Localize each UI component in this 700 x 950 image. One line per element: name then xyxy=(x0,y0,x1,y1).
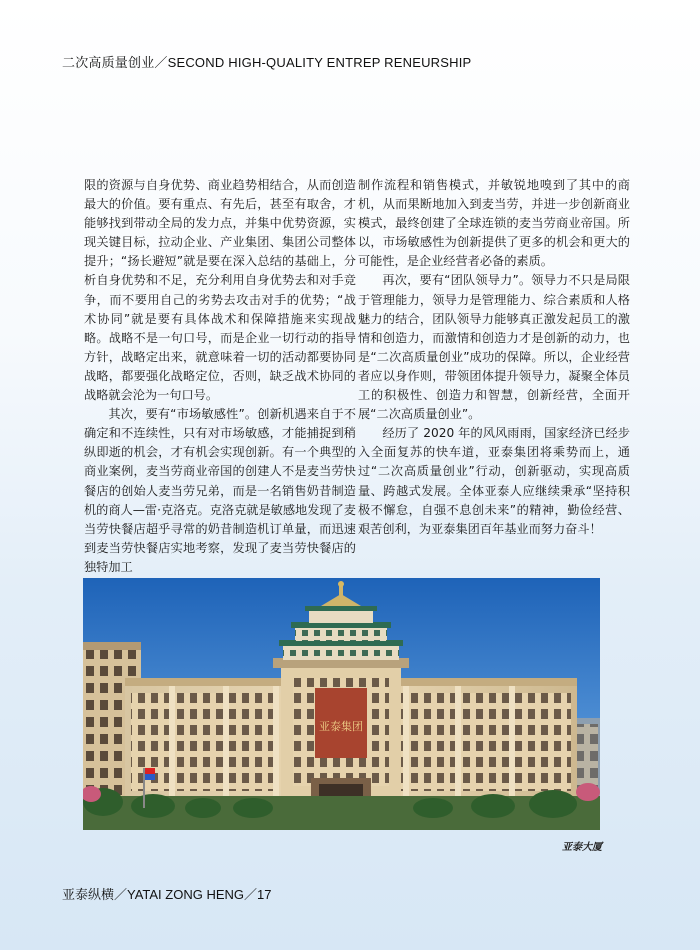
photo-caption: 亚泰大厦 xyxy=(562,842,602,853)
page-header: 二次高质量创业／SECOND HIGH-QUALITY ENTREP RENEURSHIP xyxy=(62,55,472,70)
paragraph: 制作流程和销售模式，并敏锐地嗅到了其中的商机，从而果断地加入到麦当劳，并进一步创新商业模式，最终创建了全球连锁的麦当劳商业帝国。所以，市场敏感性为创新提供了更多的机会和更大的可能性，是企业经营者必备的素质。 xyxy=(358,178,630,269)
page-footer: 亚泰纵横／YATAI ZONG HENG／17 xyxy=(62,887,272,902)
paragraph: 经历了 2020 年的风风雨雨，国家经济已经步入全面复苏的快车道，亚泰集团将乘势而上，通过“二次高质量创业”行动，创新驱动，实现高质量、跨越式发展。全体亚泰人应继续秉承“坚持积极不懈怠，自强不息创未来”的精神，勤俭经营、艰苦创利，为亚泰集团百年基业而努力奋斗！ xyxy=(358,426,630,536)
paragraph: 再次，要有“团队领导力”。领导力不只是局限于管理能力，领导力是管理能力、综合素质和人格魅力的结合，团队领导力能够真正激发起员工的激情和创造力，而激情和创造力才是创新的动力，也是“二次高质量创业”成功的保障。所以，企业经营者应以身作则，带领团体提升领导力，凝聚全体员工的积极性、创造力和智慧，创新经营，全面开展“二次高质量创业”。 xyxy=(358,273,630,422)
paragraph: 限的资源与自身优势、商业趋势相结合，从而创造最大的价值。要有重点、有先后，甚至有取舍，才能够找到带动全局的发力点，并集中优势资源，实现关键目标，拉动企业、产业集团、集团公司整体提升；“扬长避短”就是要在深入总结的基础上，分析自身优势和不足，充分利用自身优势去和对手竞争，而不要用自己的劣势去攻击对手的优势；“战术协同”就是要有具体战术和保障措施来实现战略。战略不是一句口号，而是企业一切行动的指导方针，战略定出来，就意味着一切的活动都要协同战略，都要强化战略定位，否则，缺乏战术协同的战略就会沦为一句口号。 xyxy=(84,178,356,403)
article-column-left xyxy=(84,176,356,577)
article-column-right xyxy=(358,176,630,539)
paragraph: 其次，要有“市场敏感性”。创新机遇来自于不确定和不连续性，只有对市场敏感，才能捕捉到稍纵即逝的机会，才有机会实现创新。有一个典型的商业案例，麦当劳商业帝国的创建人不是麦当劳快餐店的创始人麦当劳兄弟，而是一名销售奶昔制造机的商人—雷·克洛克。克洛克就是敏感地发现了麦当劳快餐店超乎寻常的奶昔制造机订单量，而迅速到麦当劳快餐店实地考察，发现了麦当劳快餐店的独特加工 xyxy=(84,407,356,574)
building-photo xyxy=(83,578,600,830)
building-sign: 亚泰集团 xyxy=(319,720,363,733)
